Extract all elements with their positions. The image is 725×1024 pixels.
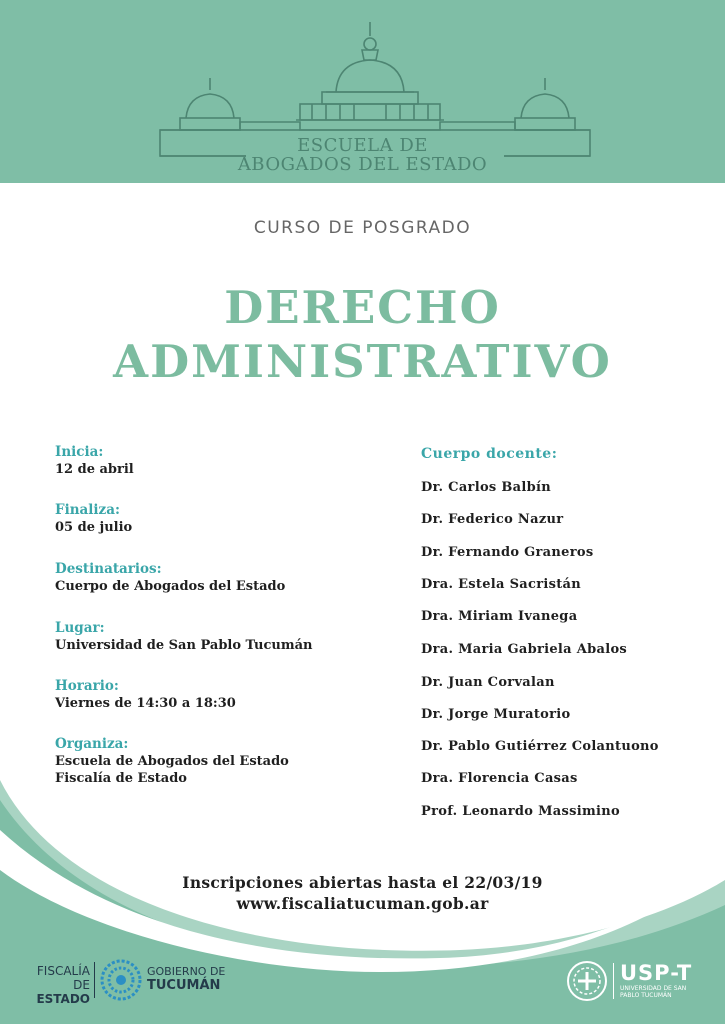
website-link[interactable]: www.fiscaliatucuman.gob.ar xyxy=(236,894,489,913)
info-start xyxy=(55,444,134,478)
info-audience xyxy=(55,561,285,595)
course-title-line1: DERECHO xyxy=(224,281,501,334)
uspt-subtitle: UNIVERSIDAD DE SAN PABLO TUCUMÁN xyxy=(620,985,687,999)
fiscalia-logo-line2: ESTADO xyxy=(36,992,90,1006)
gobierno-sun-emblem-icon xyxy=(100,959,142,1001)
school-name-line2: ABOGADOS DEL ESTADO xyxy=(237,154,488,175)
faculty-member: Dra. Florencia Casas xyxy=(421,771,578,786)
faculty-member: Prof. Leonardo Massimino xyxy=(421,804,620,819)
info-value: Fiscalía de Estado xyxy=(55,771,187,786)
gobierno-logo-line2: TUCUMÁN xyxy=(147,978,221,993)
info-end xyxy=(55,502,132,536)
course-title-line2: ADMINISTRATIVO xyxy=(113,335,612,388)
info-value: 05 de julio xyxy=(55,520,133,535)
info-label: Organiza: xyxy=(55,736,129,752)
faculty-member: Dr. Jorge Muratorio xyxy=(421,707,571,722)
info-value: Cuerpo de Abogados del Estado xyxy=(55,579,286,594)
inscription-deadline: Inscripciones abiertas hasta el 22/03/19 xyxy=(182,873,543,892)
fiscalia-logo-line1: FISCALÍA DE xyxy=(36,964,90,992)
info-label: Lugar: xyxy=(55,620,105,636)
faculty-heading: Cuerpo docente: xyxy=(421,446,558,462)
info-label: Finaliza: xyxy=(55,502,120,518)
header-banner xyxy=(0,0,725,183)
faculty-member: Dr. Pablo Gutiérrez Colantuono xyxy=(421,739,659,754)
faculty-member: Dra. Maria Gabriela Abalos xyxy=(421,642,628,657)
info-label: Destinatarios: xyxy=(55,561,162,577)
faculty-member: Dra. Estela Sacristán xyxy=(421,577,582,592)
course-title xyxy=(0,281,725,389)
logo-divider xyxy=(94,962,95,998)
course-kicker: CURSO DE POSGRADO xyxy=(253,218,472,238)
faculty-member: Dr. Federico Nazur xyxy=(421,512,564,527)
info-value: Viernes de 14:30 a 18:30 xyxy=(55,696,236,711)
school-name-line1: ESCUELA DE xyxy=(297,135,428,156)
info-label: Inicia: xyxy=(55,444,104,460)
faculty-member: Dra. Miriam Ivanega xyxy=(421,609,578,624)
uspt-name: USP-T xyxy=(620,961,693,985)
info-value: Universidad de San Pablo Tucumán xyxy=(55,638,313,653)
uspt-emblem-icon xyxy=(566,960,608,1002)
school-name xyxy=(0,136,725,174)
info-place xyxy=(55,620,312,654)
info-value: 12 de abril xyxy=(55,462,134,477)
info-schedule xyxy=(55,678,236,712)
faculty-member: Dr. Fernando Graneros xyxy=(421,545,594,560)
info-organizer xyxy=(55,736,289,787)
gobierno-logo-line1: GOBIERNO DE xyxy=(147,965,226,978)
fiscalia-logo xyxy=(18,964,90,1006)
uspt-logo xyxy=(620,961,698,999)
faculty-member: Dr. Carlos Balbín xyxy=(421,480,551,495)
gobierno-logo xyxy=(147,965,225,993)
info-value: Escuela de Abogados del Estado xyxy=(55,754,289,769)
uspt-divider xyxy=(613,963,614,999)
faculty-member: Dr. Juan Corvalan xyxy=(421,675,555,690)
info-label: Horario: xyxy=(55,678,119,694)
